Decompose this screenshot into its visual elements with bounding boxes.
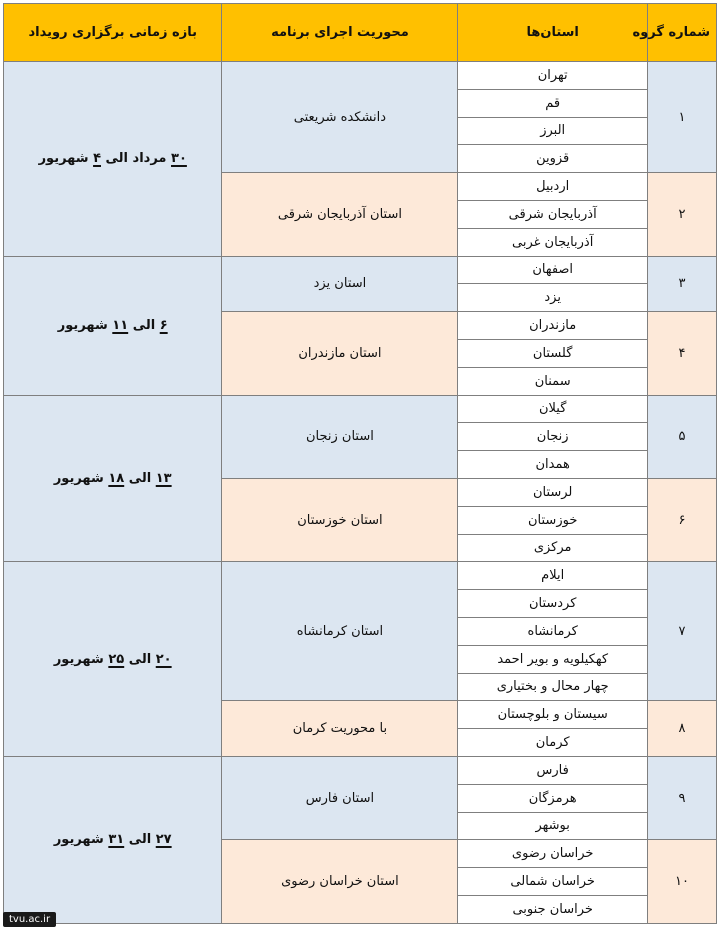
province-cell: یزد xyxy=(458,284,648,312)
period-day-number: ۴ xyxy=(93,151,101,167)
province-cell: فارس xyxy=(458,756,648,784)
center-cell: استان آذربایجان شرقی xyxy=(222,173,458,256)
province-cell: خراسان جنوبی xyxy=(458,895,648,923)
table-row xyxy=(4,756,717,784)
province-cell: گلستان xyxy=(458,339,648,367)
period-day-number: ۱۱ xyxy=(112,318,129,334)
province-cell: تهران xyxy=(458,62,648,90)
province-cell: کردستان xyxy=(458,590,648,618)
province-cell: چهار محال و بختیاری xyxy=(458,673,648,701)
period-day-number: ۱۸ xyxy=(108,470,125,486)
province-cell: خوزستان xyxy=(458,506,648,534)
center-cell: استان خوزستان xyxy=(222,478,458,561)
table-row xyxy=(4,256,717,284)
center-cell: دانشکده شریعتی xyxy=(222,62,458,173)
period-cell: ۲۰ الی ۲۵ شهریور xyxy=(4,562,222,757)
period-day-number: ۱۳ xyxy=(155,470,172,486)
period-day-number: ۲۵ xyxy=(108,651,125,667)
center-cell: استان کرمانشاه xyxy=(222,562,458,701)
province-cell: هرمزگان xyxy=(458,784,648,812)
province-cell: البرز xyxy=(458,117,648,145)
group-number-cell: ۶ xyxy=(647,478,716,561)
period-cell: ۳۰ مرداد الی ۴ شهریور xyxy=(4,62,222,257)
group-number-cell: ۱۰ xyxy=(647,840,716,923)
province-cell: قم xyxy=(458,89,648,117)
period-day-number: ۲۰ xyxy=(155,651,172,667)
site-watermark: tvu.ac.ir xyxy=(3,912,56,927)
province-cell: خراسان شمالی xyxy=(458,868,648,896)
province-cell: کرمان xyxy=(458,729,648,757)
province-cell: کهکیلویه و بویر احمد xyxy=(458,645,648,673)
group-number-cell: ۳ xyxy=(647,256,716,312)
center-cell: استان فارس xyxy=(222,756,458,839)
province-cell: مرکزی xyxy=(458,534,648,562)
schedule-table xyxy=(3,3,717,924)
period-day-number: ۳۱ xyxy=(108,832,125,848)
center-cell: استان خراسان رضوی xyxy=(222,840,458,923)
center-cell: استان یزد xyxy=(222,256,458,312)
province-cell: سیستان و بلوچستان xyxy=(458,701,648,729)
group-number-cell: ۷ xyxy=(647,562,716,701)
province-cell: مازندران xyxy=(458,312,648,340)
header-row xyxy=(4,4,717,62)
province-cell: اصفهان xyxy=(458,256,648,284)
header-group-number: شماره گروه xyxy=(647,4,716,62)
period-cell: ۱۳ الی ۱۸ شهریور xyxy=(4,395,222,562)
province-cell: بوشهر xyxy=(458,812,648,840)
header-provinces: استان‌ها xyxy=(458,4,648,62)
province-cell: همدان xyxy=(458,451,648,479)
period-cell: ۲۷ الی ۳۱ شهریور xyxy=(4,756,222,923)
center-cell: استان زنجان xyxy=(222,395,458,478)
group-number-cell: ۵ xyxy=(647,395,716,478)
table-row xyxy=(4,62,717,90)
period-day-number: ۲۷ xyxy=(155,832,172,848)
province-cell: آذربایجان شرقی xyxy=(458,200,648,228)
center-cell: با محوریت کرمان xyxy=(222,701,458,757)
province-cell: لرستان xyxy=(458,478,648,506)
table-row xyxy=(4,395,717,423)
province-cell: اردبیل xyxy=(458,173,648,201)
group-number-cell: ۲ xyxy=(647,173,716,256)
period-day-number: ۳۰ xyxy=(171,151,187,167)
group-number-cell: ۱ xyxy=(647,62,716,173)
province-cell: سمنان xyxy=(458,367,648,395)
province-cell: گیلان xyxy=(458,395,648,423)
table-row xyxy=(4,562,717,590)
group-number-cell: ۹ xyxy=(647,756,716,839)
group-number-cell: ۴ xyxy=(647,312,716,395)
center-cell: استان مازندران xyxy=(222,312,458,395)
header-center: محوریت اجرای برنامه xyxy=(222,4,458,62)
period-cell: ۶ الی ۱۱ شهریور xyxy=(4,256,222,395)
province-cell: خراسان رضوی xyxy=(458,840,648,868)
header-period: بازه زمانی برگزاری رویداد xyxy=(4,4,222,62)
province-cell: آذربایجان غربی xyxy=(458,228,648,256)
province-cell: ایلام xyxy=(458,562,648,590)
period-day-number: ۶ xyxy=(159,318,168,334)
group-number-cell: ۸ xyxy=(647,701,716,757)
province-cell: کرمانشاه xyxy=(458,617,648,645)
province-cell: زنجان xyxy=(458,423,648,451)
province-cell: قزوین xyxy=(458,145,648,173)
schedule-body xyxy=(4,62,717,924)
